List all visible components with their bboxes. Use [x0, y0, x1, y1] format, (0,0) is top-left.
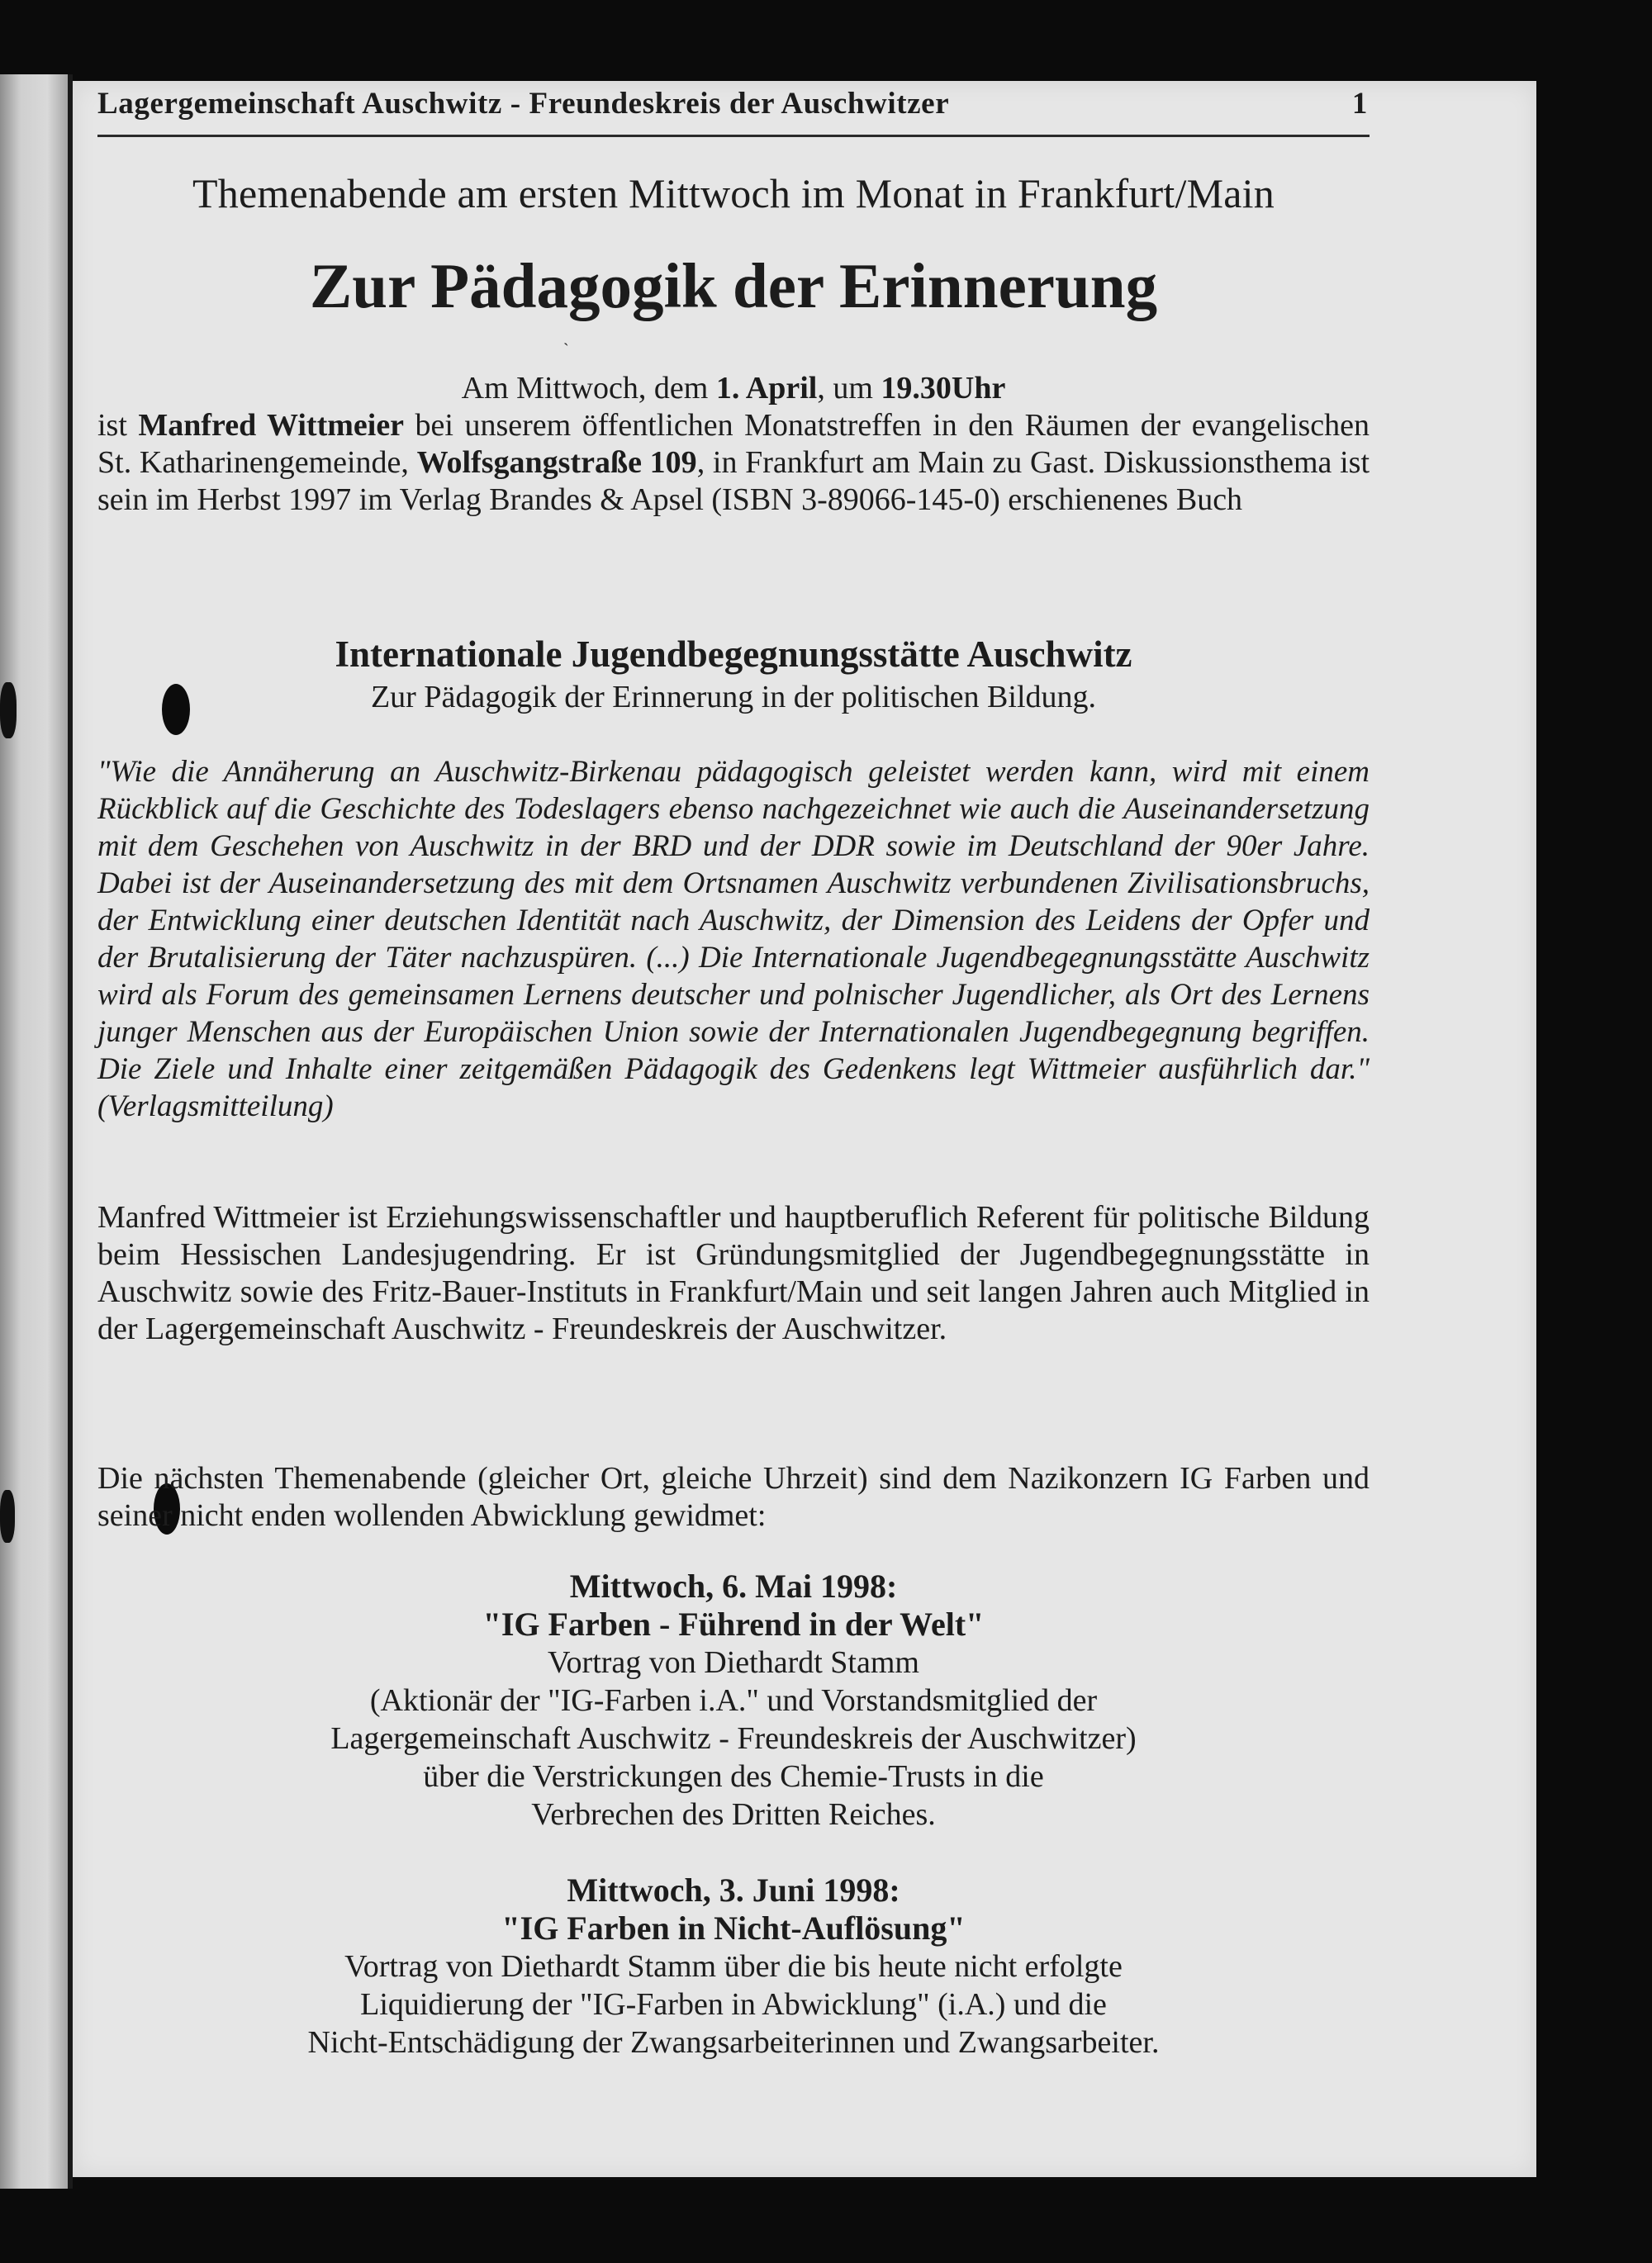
event-line: Verbrechen des Dritten Reiches. [531, 1797, 936, 1832]
binder-hole-left-lower [0, 1490, 15, 1543]
running-header [97, 86, 1368, 121]
print-mark: ˏ [563, 328, 569, 346]
adjacent-page-edge [0, 74, 68, 2189]
event-date-line [97, 370, 1370, 407]
series-subtitle: Themenabende am ersten Mittwoch im Monat in Frankfurt/Main [192, 170, 1275, 216]
venue-address: Wolfsgangstraße 109 [416, 445, 697, 480]
event-line: (Aktionär der "IG-Farben i.A." und Vorstandsmitglied der [369, 1683, 1098, 1718]
intro-paragraph [97, 370, 1370, 519]
event-may [97, 1568, 1370, 1834]
time-prefix: , um [817, 371, 881, 406]
event-line: über die Verstrickungen des Chemie-Trusts in die [423, 1759, 1044, 1794]
event-june [97, 1872, 1370, 2061]
book-subtitle: Zur Pädagogik der Erinnerung in der politischen Bildung. [370, 680, 1097, 714]
event-line: Nicht-Entschädigung der Zwangsarbeiterinnen und Zwangsarbeiter. [307, 2025, 1160, 2060]
book-title: Internationale Jugendbegegnungsstätte Auschwitz [335, 633, 1132, 675]
date-prefix: Am Mittwoch, dem [461, 371, 716, 406]
event-line: Vortrag von Diethardt Stamm [548, 1645, 919, 1680]
header-organization: Lagergemeinschaft Auschwitz - Freundeskreis der Auschwitzer [97, 87, 950, 121]
event-date: Mittwoch, 6. Mai 1998: [569, 1568, 898, 1605]
upcoming-announcement: Die nächsten Themenabende (gleicher Ort, gleiche Uhrzeit) sind dem Nazikonzern IG Farben und seiner nicht enden wollenden Abwicklung gewidmet: [97, 1461, 1370, 1533]
binder-hole-left-upper [0, 682, 17, 738]
event-date: 1. April [715, 371, 818, 406]
author-bio: Manfred Wittmeier ist Erziehungswissenschaftler und hauptberuflich Referent für politische Bildung beim Hessischen Landesjugendring. Er ist Gründungsmitglied der Jugendbegegnungsstätte in Auschwitz sowie des Fritz-Bauer-Instituts in Frankfurt/Main und seit langen Jahren auch Mitglied in der Lagergemeinschaft Auschwitz - Freundeskreis der Auschwitzer. [97, 1200, 1370, 1346]
page-number: 1 [1351, 87, 1368, 121]
intro-body-middle: bei unserem öffentlichen Monatstreffen in den Räumen der evangelischen St. Katharinengemeinde, [97, 408, 1370, 480]
event-line: Lagergemeinschaft Auschwitz - Freundeskreis der Auschwitzer) [330, 1721, 1137, 1756]
speaker-name: Manfred Wittmeier [138, 408, 405, 443]
event-line: Vortrag von Diethardt Stamm über die bis heute nicht erfolgte [344, 1949, 1123, 1984]
event-time: 19.30Uhr [881, 371, 1006, 406]
header-divider [97, 135, 1370, 137]
event-date: Mittwoch, 3. Juni 1998: [567, 1872, 900, 1909]
publisher-quote: "Wie die Annäherung an Auschwitz-Birkenau pädagogisch geleistet werden kann, wird mit einem Rückblick auf die Geschichte des Todeslagers ebenso nachgezeichnet wie auch die Auseinandersetzung mit dem Geschehen von Auschwitz in der BRD und der DDR sowie im Deutschland der 90er Jahre. Dabei ist der Auseinandersetzung des mit dem Ortsnamen Auschwitz verbundenen Zivilisationsbruchs, der Entwicklung einer deutschen Identität nach Auschwitz, der Dimension des Leidens der Opfer und der Brutalisierung der Täter nachzuspüren. (...) Die Internationale Jugendbegegnungsstätte Auschwitz wird als Forum des gemeinsamen Lernens deutscher und polnischer Jugendlicher, als Ort des Lernens junger Menschen aus der Europäischen Union sowie der Internationalen Jugendbegegnung begriffen. Die Ziele und Inhalte einer zeitgemäßen Pädagogik des Gedenkens legt Wittmeier ausführlich dar." (Verlagsmitteilung) [97, 755, 1370, 1123]
page-title: Zur Pädagogik der Erinnerung [309, 250, 1158, 321]
event-line: Liquidierung der "IG-Farben in Abwicklung" (i.A.) und die [360, 1987, 1107, 2022]
intro-body [97, 407, 1370, 519]
intro-body-start: ist [97, 408, 139, 443]
event-title: "IG Farben in Nicht-Auflösung" [501, 1910, 966, 1947]
event-title: "IG Farben - Führend in der Welt" [482, 1606, 985, 1643]
intro-body-end: , in Frankfurt am Main zu Gast. Diskussionsthema ist sein im Herbst 1997 im Verlag Brandes & Apsel (ISBN 3-89066-145-0) erschienenes Buch [97, 445, 1370, 517]
